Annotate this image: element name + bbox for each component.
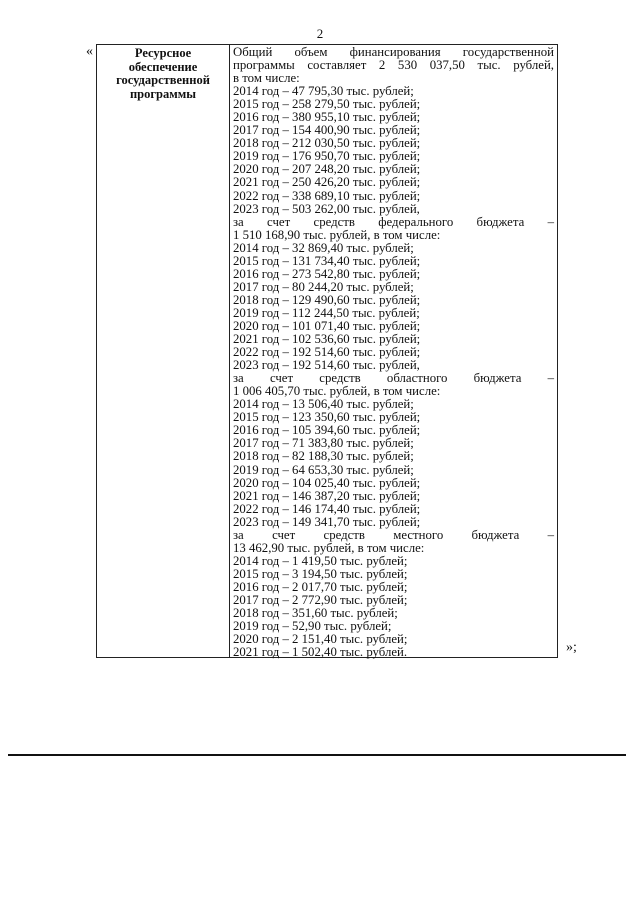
closing-quote-mark: »; [566, 640, 577, 655]
funding-line: 2017 год – 154 400,90 тыс. рублей; [233, 123, 421, 138]
funding-line: за счет средств областного бюджета – [233, 371, 554, 386]
funding-line: 2017 год – 71 383,80 тыс. рублей; [233, 436, 414, 451]
funding-line: 2020 год – 101 071,40 тыс. рублей; [233, 318, 421, 333]
funding-line: 2016 год – 2 017,70 тыс. рублей; [233, 579, 408, 594]
resource-table [96, 44, 558, 658]
row-label-cell [97, 45, 230, 657]
funding-line: 2021 год – 102 536,60 тыс. рублей; [233, 332, 421, 347]
funding-line: 2018 год – 82 188,30 тыс. рублей; [233, 449, 414, 464]
funding-line: 2021 год – 146 387,20 тыс. рублей; [233, 488, 421, 503]
funding-line: 2014 год – 47 795,30 тыс. рублей; [233, 84, 414, 99]
funding-line: 2019 год – 64 653,30 тыс. рублей; [233, 462, 414, 477]
funding-line: 2015 год – 258 279,50 тыс. рублей; [233, 97, 421, 112]
funding-line: 2020 год – 2 151,40 тыс. рублей; [233, 632, 408, 647]
funding-line: в том числе: [233, 71, 300, 86]
funding-line: 2015 год – 123 350,60 тыс. рублей; [233, 410, 421, 425]
footer-divider [8, 754, 626, 756]
funding-line: 2019 год – 112 244,50 тыс. рублей; [233, 305, 420, 320]
row-label-line: обеспечение [128, 59, 198, 74]
funding-line: 2015 год – 3 194,50 тыс. рублей; [233, 566, 408, 581]
funding-line: 13 462,90 тыс. рублей, в том числе: [233, 540, 425, 555]
funding-line: 2017 год – 80 244,20 тыс. рублей; [233, 279, 414, 294]
funding-line: 2014 год – 13 506,40 тыс. рублей; [233, 397, 414, 412]
funding-line: 2021 год – 1 502,40 тыс. рублей. [233, 645, 408, 660]
funding-line: 2018 год – 129 490,60 тыс. рублей; [233, 292, 421, 307]
row-label-line: программы [129, 86, 197, 101]
funding-line: 2019 год – 176 950,70 тыс. рублей; [233, 149, 421, 164]
funding-line: 2018 год – 212 030,50 тыс. рублей; [233, 136, 421, 151]
funding-line: за счет средств местного бюджета – [233, 527, 554, 542]
funding-line: за счет средств федерального бюджета – [233, 214, 554, 229]
funding-line: 2018 год – 351,60 тыс. рублей; [233, 606, 398, 621]
funding-line: 2022 год – 192 514,60 тыс. рублей; [233, 345, 421, 360]
funding-line: 2021 год – 250 426,20 тыс. рублей; [233, 175, 421, 190]
funding-line: 2014 год – 32 869,40 тыс. рублей; [233, 240, 414, 255]
funding-line: программы составляет 2 530 037,50 тыс. рублей, [233, 58, 554, 73]
funding-line: 2014 год – 1 419,50 тыс. рублей; [233, 553, 408, 568]
funding-line: 2022 год – 338 689,10 тыс. рублей; [233, 188, 421, 203]
funding-line: 2016 год – 273 542,80 тыс. рублей; [233, 266, 421, 281]
funding-line: 2017 год – 2 772,90 тыс. рублей; [233, 592, 408, 607]
opening-quote-mark: « [86, 44, 93, 59]
funding-line: 2023 год – 192 514,60 тыс. рублей, [233, 358, 420, 373]
funding-line: 2020 год – 207 248,20 тыс. рублей; [233, 162, 421, 177]
page-number: 2 [316, 26, 324, 41]
funding-line: 2023 год – 149 341,70 тыс. рублей; [233, 514, 421, 529]
funding-details-cell [230, 45, 557, 660]
row-label-line: Ресурсное [134, 46, 192, 60]
funding-line: 2016 год – 380 955,10 тыс. рублей; [233, 110, 421, 125]
funding-line: 2020 год – 104 025,40 тыс. рублей; [233, 475, 421, 490]
funding-line: 2015 год – 131 734,40 тыс. рублей; [233, 253, 421, 268]
funding-line: 1 510 168,90 тыс. рублей, в том числе: [233, 227, 441, 242]
funding-line: 2016 год – 105 394,60 тыс. рублей; [233, 423, 421, 438]
funding-line: 1 006 405,70 тыс. рублей, в том числе: [233, 384, 441, 399]
funding-line: 2022 год – 146 174,40 тыс. рублей; [233, 501, 421, 516]
funding-line: 2019 год – 52,90 тыс. рублей; [233, 619, 392, 634]
row-label-line: государственной [116, 73, 210, 88]
funding-line: Общий объем финансирования государственной [233, 45, 554, 59]
funding-line: 2023 год – 503 262,00 тыс. рублей, [233, 201, 420, 216]
